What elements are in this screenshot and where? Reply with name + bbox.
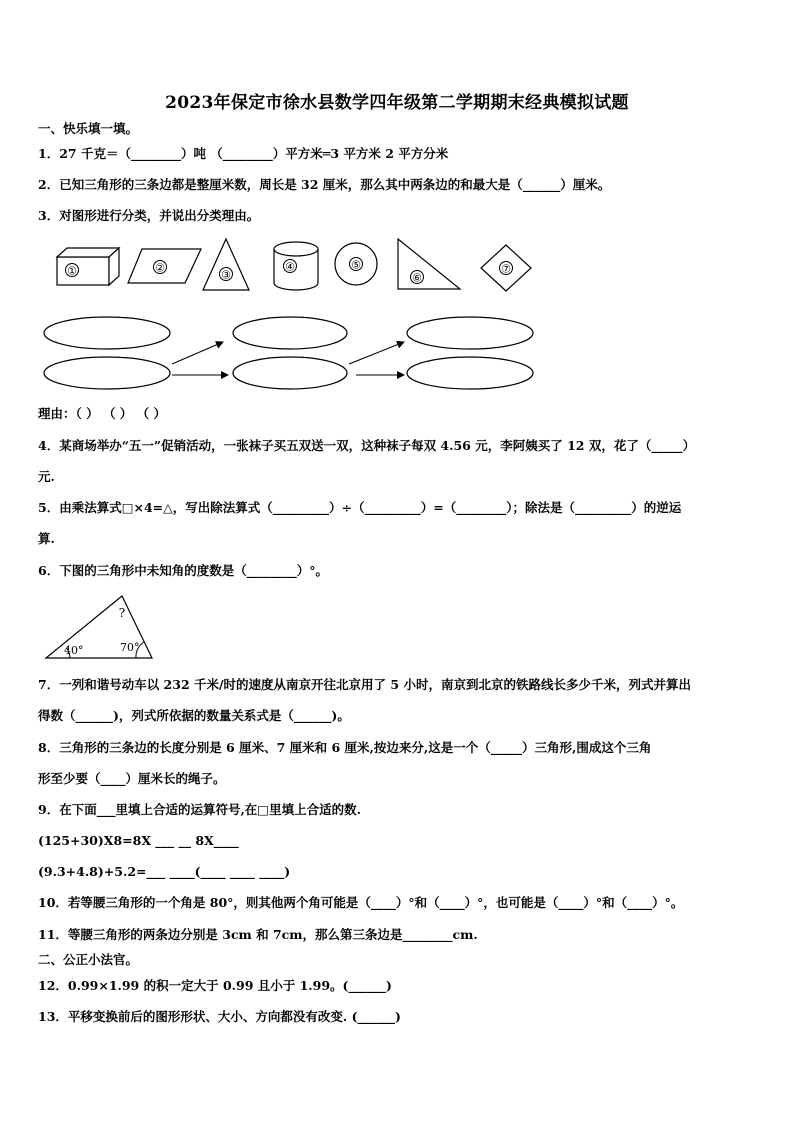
question-8-line1: 8．三角形的三条边的长度分别是 6 厘米、7 厘米和 6 厘米,按边来分,这是一个（_____）三角形,围成这个三角 [38, 740, 652, 755]
oval-top-right [407, 317, 533, 349]
shape-label: ③ [221, 268, 231, 282]
question-10: 10．若等腰三角形的一个角是 80°，则其他两个角可能是（____）°和（____）°，也可能是（____）°和（____）°。 [38, 895, 684, 910]
oval-bottom-left [44, 357, 170, 389]
oval-top-left [44, 317, 170, 349]
question-9-expr-a: (125+30)X8=8X ___ __ 8X____ [38, 833, 239, 848]
shape-label: ④ [285, 260, 295, 274]
question-8-line2: 形至少要（____）厘米长的绳子。 [38, 771, 226, 786]
oval-bottom-middle [233, 357, 347, 389]
triangle-shape [203, 239, 249, 290]
question-3: 3．对图形进行分类，并说出分类理由。 [38, 208, 260, 223]
diamond-shape [481, 245, 531, 291]
question-5-line1: 5．由乘法算式□×4=△，写出除法算式（_________）÷（_________）=（________）；除法是（_________）的逆运 [38, 500, 682, 515]
oval-bottom-right [407, 357, 533, 389]
right-triangle-shape [398, 239, 460, 289]
shape-label: ② [155, 261, 165, 275]
cylinder-shape [274, 242, 318, 290]
arrow-up-1 [172, 342, 223, 364]
question-7-line2: 得数（______)，列式所依据的数量关系式是（______)。 [38, 708, 350, 723]
question-6: 6．下图的三角形中未知角的度数是（________）°。 [38, 563, 328, 578]
page-title: 2023年保定市徐水县数学四年级第二学期期末经典模拟试题 [165, 93, 629, 113]
shape-label: ⑥ [412, 271, 422, 285]
question-13: 13．平移变换前后的图形形状、大小、方向都没有改变. (______) [38, 1009, 401, 1024]
classification-diagram [40, 314, 560, 394]
oval-top-middle [233, 317, 347, 349]
question-5-line2: 算. [38, 531, 55, 546]
left-angle-label: 40° [64, 644, 84, 657]
cuboid-shape [57, 248, 119, 285]
question-11: 11．等腰三角形的两条边分别是 3cm 和 7cm，那么第三条边是________cm. [38, 927, 478, 942]
shape-label: ⑤ [351, 258, 361, 272]
circle-shape [335, 243, 377, 285]
shape-label: ① [67, 264, 77, 278]
right-angle-label: 70° [120, 641, 140, 654]
question-2: 2．已知三角形的三条边都是整厘米数，周长是 32 厘米，那么其中两条边的和最大是（______）厘米。 [38, 177, 611, 192]
question-4-line1: 4．某商场举办“五一”促销活动，一张袜子买五双送一双，这种袜子每双 4.56 元，李阿姨买了 12 双，花了（_____） [38, 438, 696, 453]
question-12: 12．0.99×1.99 的积一定大于 0.99 且小于 1.99。(______) [38, 978, 392, 993]
parallelogram-shape [128, 249, 201, 283]
question-9: 9．在下面___里填上合适的运算符号,在□里填上合适的数. [38, 802, 361, 817]
shapes-figure [40, 235, 550, 297]
unknown-angle-label: ? [118, 606, 126, 620]
reason-line: 理由：（ ） （ ） （ ） [38, 406, 167, 421]
question-4-line2: 元. [38, 469, 55, 484]
question-7-line1: 7．一列和谐号动车以 232 千米/时的速度从南京开往北京用了 5 小时，南京到北京的铁路线长多少千米，列式并算出 [38, 677, 691, 692]
section-heading-2: 二、公正小法官。 [38, 952, 139, 967]
question-1: 1．27 千克＝（________）吨 （________）平方米═3 平方米 2 平方分米 [38, 146, 449, 161]
arrow-up-2 [349, 342, 404, 364]
angle-triangle-figure [40, 590, 160, 662]
section-heading-1: 一、快乐填一填。 [38, 121, 139, 136]
shape-label: ⑦ [501, 262, 511, 276]
question-9-expr-b: (9.3+4.8)+5.2=___ ____(____ ____ ____) [38, 864, 291, 879]
